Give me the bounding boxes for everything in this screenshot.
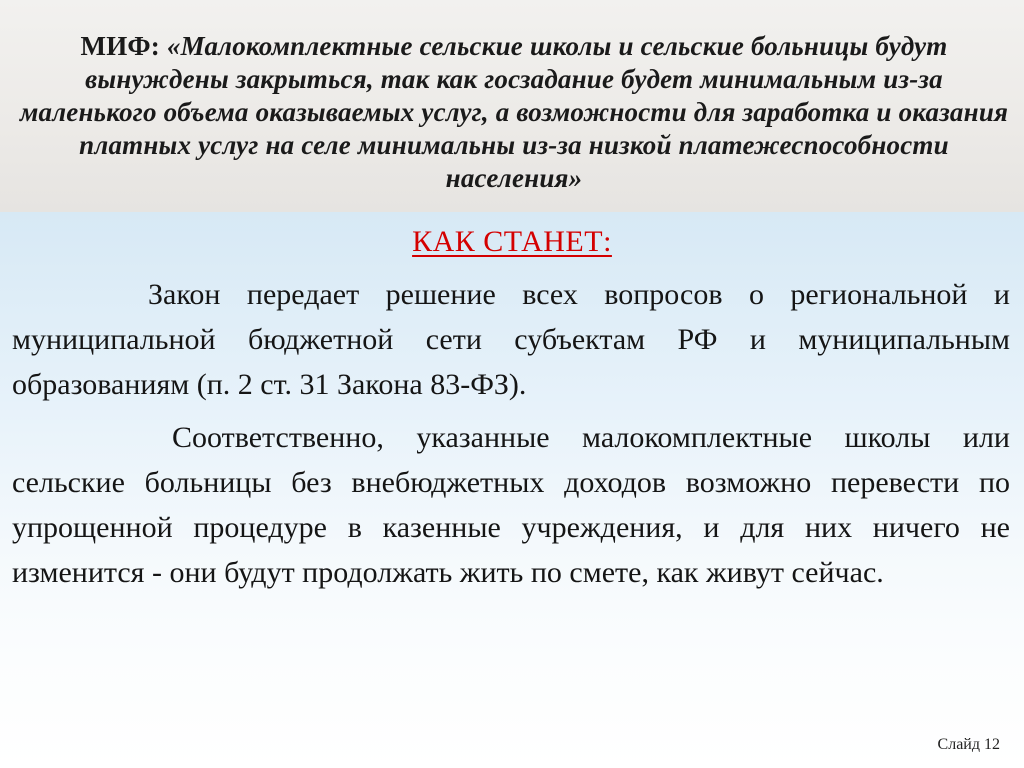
paragraph-law: Закон передает решение всех вопросов о региональной и муниципальной бюджетной сети субъектам РФ и муниципальным образованиям (п. 2 ст. 31 Закона 83-ФЗ).: [12, 278, 1010, 401]
myth-statement: [14, 30, 1014, 195]
slide-number: Слайд 12: [937, 736, 1000, 753]
paragraph-consequence: Соответственно, указанные малокомплектные школы или сельские больницы без внебюджетных доходов возможно перевести по упрощенной процедуре в казенные учреждения, и для них ничего не изменится - они будут продолжать жить по смете, как живут сейчас.: [12, 421, 1010, 589]
myth-label: МИФ:: [80, 31, 160, 61]
myth-text: «Малокомплектные сельские школы и сельские больницы будут вынуждены закрыться, так как госзадание будет минимальным из-за маленького объема оказываемых услуг, а возможности для заработка и оказания платных услуг на селе минимальны из-за низкой платежеспособности населения»: [19, 31, 1009, 193]
section-title: КАК СТАНЕТ:: [412, 225, 612, 258]
